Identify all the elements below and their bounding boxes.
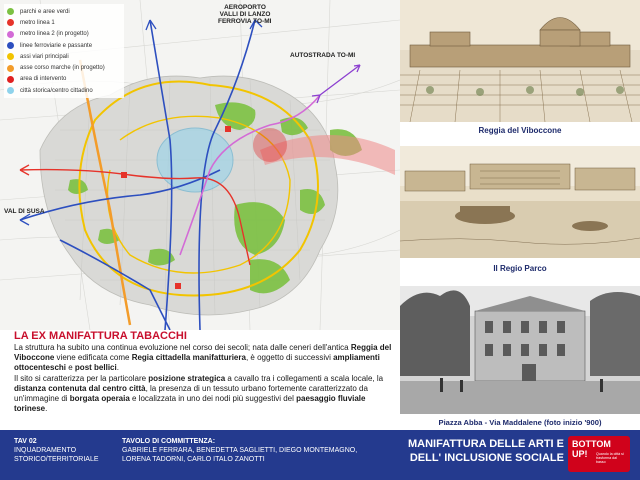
legend-label: parchi e aree verdi [20,8,70,15]
legend-swatch [7,76,14,83]
legend-item [7,62,121,73]
legend-label: assi viari principali [20,53,69,60]
historic-images-column [400,0,640,430]
legend-item [7,40,121,51]
committee-names: GABRIELE FERRARA, BENEDETTA SAGLIETTI, DIEGO MONTEMAGNO, LORENA TADORNI, CARLO ITALO ZANOTTI [122,447,358,463]
legend-swatch [7,19,14,26]
footer-tav [14,437,122,464]
tav-subtitle: INQUADRAMENTO STORICO/TERRITORIALE [14,447,99,463]
text-run: . [45,404,48,414]
legend-label: asse corso marche (in progetto) [20,65,105,72]
legend-item [7,17,121,28]
text-run: e [66,363,75,373]
photo-piazza-abba [400,286,640,414]
legend-label: città storica/centro cittadino [20,87,93,94]
project-title-line2: DELL' INCLUSIONE SOCIALE [409,452,564,464]
legend-label: area di intervento [20,76,67,83]
text-bold: ampliamenti ottocenteschi [14,353,380,373]
legend-swatch [7,53,14,60]
map-legend [4,4,124,98]
text-bold: borgata operaia [69,394,130,404]
legend-swatch [7,87,14,94]
caption-reggia-viboccone: Reggia del Viboccone [478,126,562,135]
text-run: , la presenza di un tessuto urbano fortemente caratterizzato da un'immagine di [14,383,368,404]
legend-swatch [7,42,14,49]
project-title-line1: MANIFATTURA DELLE ARTI E [407,438,564,450]
caption-piazza-abba: Piazza Abba - Via Maddalene (foto inizio '900) [438,418,602,427]
label-airport: AEROPORTO VALLI DI LANZO [219,4,271,18]
footer-bar [0,430,640,480]
label-railway: FERROVIA TO-MI [218,18,272,25]
legend-item [7,6,121,17]
legend-label: linee ferroviarie e passante [20,42,93,49]
text-run: a cavallo tra i collegamenti a scala locale, la [225,373,384,383]
territorial-map [0,0,400,330]
text-run: e localizzata in uno dei nodi più suggestivi del [129,394,297,404]
legend-item [7,29,121,40]
logo-tagline: Quando la città si trasforma dal basso [596,452,624,464]
text-run: viene edificata come [54,353,132,363]
logo-line1: BOTTOM [572,439,611,449]
paragraph-history [14,343,400,374]
tav-number: TAV 02 [14,438,37,445]
legend-item [7,51,121,62]
text-bold: Reggia del Viboccone [14,343,392,363]
legend-swatch [7,8,14,15]
text-run: . [116,363,119,373]
bottom-up-logo [568,436,630,472]
photo-regio-parco [400,146,640,258]
text-bold: posizione strategica [148,373,226,383]
label-val-di-susa: VAL DI SUSA [4,208,45,215]
legend-item [7,85,121,96]
legend-label: metro linea 1 [20,19,55,26]
text-bold: distanza contenuta dal centro città [14,383,146,393]
text-bold: paesaggio fluviale torinese [14,394,366,414]
paragraph-site [14,374,400,415]
label-highway: AUTOSTRADA TO-MI [290,52,356,59]
legend-swatch [7,31,14,38]
logo-line2: UP! [572,449,588,459]
legend-swatch [7,65,14,72]
photo-reggia-viboccone [400,0,640,122]
committee-heading: TAVOLO DI COMMITTENZA: [122,438,216,445]
text-run: Il sito si caratterizza per la particolare [14,373,149,383]
project-title [384,437,564,465]
description-block [14,330,400,430]
legend-item [7,74,121,85]
legend-label: metro linea 2 (in progetto) [20,31,89,38]
caption-regio-parco: Il Regio Parco [493,264,547,273]
text-run: La struttura ha subito una continua evoluzione nel corso dei secoli; nata dalle ceneri dell'antica [14,343,351,352]
section-title: LA EX MANIFATTURA TABACCHI [14,330,187,342]
footer-committee [122,437,384,464]
text-run: , è oggetto di successivi [245,353,334,363]
text-bold: Regia cittadella manifatturiera [131,353,246,363]
text-bold: post bellici [74,363,117,373]
